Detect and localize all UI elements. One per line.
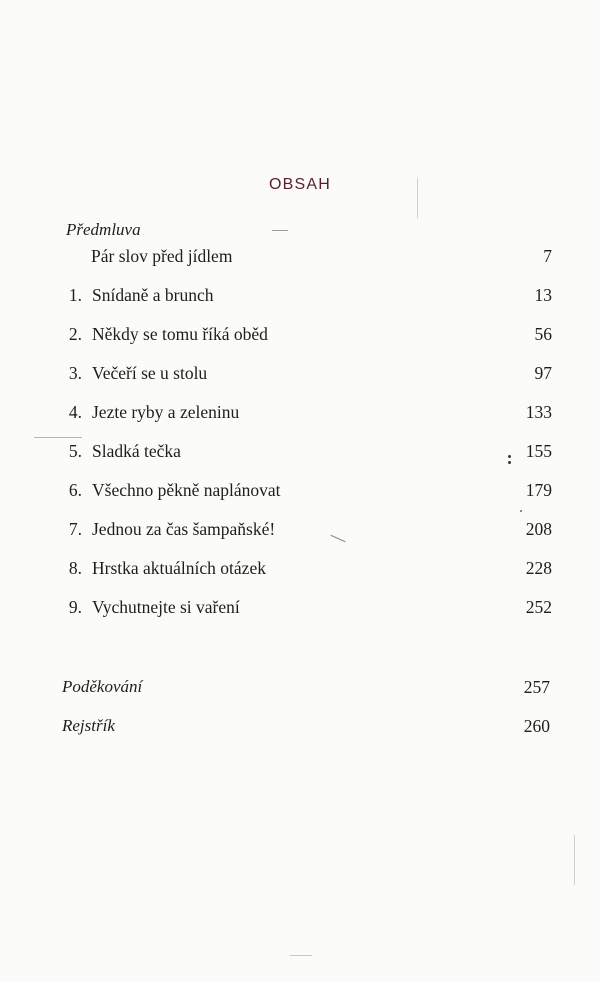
toc-entry-text: Poděkování	[62, 677, 143, 696]
toc-entry-number: 8.	[68, 558, 82, 578]
toc-entry-number: 7.	[68, 519, 82, 539]
toc-entry-page: 257	[523, 677, 550, 697]
toc-entry-page: 13	[534, 285, 552, 305]
scan-mark	[520, 510, 522, 512]
toc-entry-text: Všechno pěkně naplánovat	[92, 480, 281, 500]
toc-entry-preface[interactable]	[0, 246, 600, 270]
toc-entry-chapter-9[interactable]	[0, 597, 600, 621]
scan-mark	[290, 955, 312, 956]
toc-entry-page: 133	[525, 402, 552, 422]
toc-entry-acknowledgements[interactable]	[0, 677, 600, 701]
toc-entry-chapter-1[interactable]	[0, 285, 600, 309]
toc-entry-page: 97	[534, 363, 552, 383]
toc-entry-number: 4.	[68, 402, 82, 422]
toc-entry-number: 5.	[68, 441, 82, 461]
toc-entry-page: 7	[543, 246, 552, 266]
toc-entry-page: 228	[525, 558, 552, 578]
toc-entry-text: Večeří se u stolu	[92, 363, 208, 383]
toc-entry-text: Rejstřík	[62, 716, 115, 735]
toc-entry-page: 252	[525, 597, 552, 617]
toc-entry-chapter-8[interactable]	[0, 558, 600, 582]
scan-mark	[272, 230, 288, 231]
toc-entry-text: Jezte ryby a zeleninu	[92, 402, 240, 422]
toc-entry-number: 3.	[68, 363, 82, 383]
toc-entry-text: Hrstka aktuálních otázek	[92, 558, 266, 578]
preface-label: Předmluva	[66, 220, 141, 239]
toc-entry-text: Vychutnejte si vaření	[92, 597, 240, 617]
toc-entry-number: 2.	[68, 324, 82, 344]
toc-entry-number: 1.	[68, 285, 82, 305]
scan-mark	[574, 835, 575, 885]
toc-entry-chapter-7[interactable]	[0, 519, 600, 543]
toc-entry-text: Jednou za čas šampaňské!	[92, 519, 276, 539]
scan-mark	[508, 455, 511, 458]
toc-entry-page: 155	[525, 441, 552, 461]
toc-entry-text: Pár slov před jídlem	[91, 246, 233, 266]
toc-entry-text: Snídaně a brunch	[92, 285, 214, 305]
scan-mark	[34, 437, 82, 438]
toc-entry-number: 6.	[68, 480, 82, 500]
toc-entry-text: Někdy se tomu říká oběd	[92, 324, 268, 344]
toc-entry-chapter-4[interactable]	[0, 402, 600, 426]
toc-entry-text: Sladká tečka	[92, 441, 181, 461]
toc-entry-page: 179	[525, 480, 552, 500]
toc-entry-page: 260	[523, 716, 550, 736]
toc-entry-page: 208	[525, 519, 552, 539]
contents-title: OBSAH	[268, 176, 331, 193]
toc-entry-number: 9.	[68, 597, 82, 617]
toc-entry-index[interactable]	[0, 716, 600, 740]
toc-entry-page: 56	[534, 324, 552, 344]
toc-entry-chapter-3[interactable]	[0, 363, 600, 387]
toc-entry-chapter-6[interactable]	[0, 480, 600, 504]
scan-mark	[508, 461, 511, 464]
scan-mark	[417, 178, 418, 218]
toc-entry-chapter-2[interactable]	[0, 324, 600, 348]
